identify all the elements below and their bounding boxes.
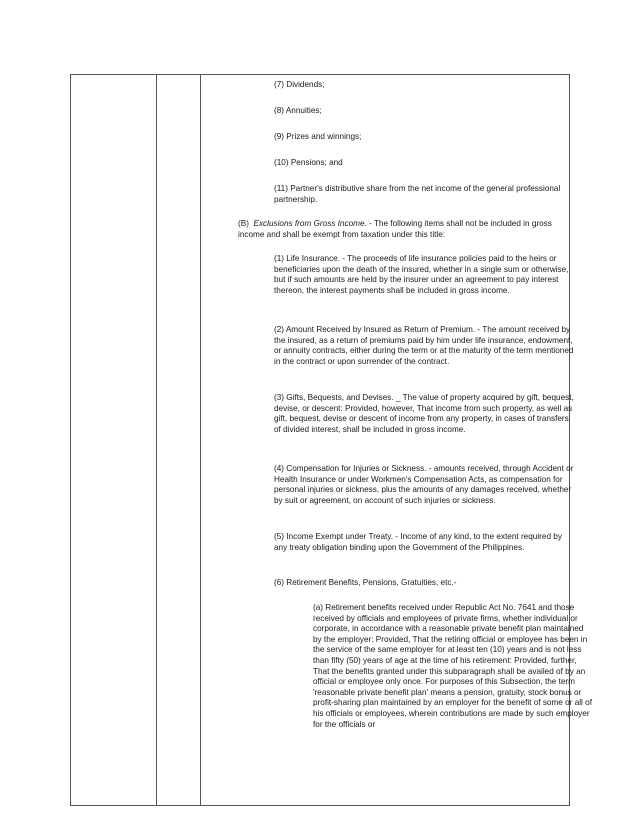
- exclusion-return-of-premium: (2) Amount Received by Insured as Return of Premium. - The amount received by the insured, as a return of premiums paid by him under life insurance, endowment, or annuity contracts, either during the term or at the maturity of the term mentioned in the contract or upon surrender of the contract.: [274, 325, 574, 366]
- income-item-partner-share: (11) Partner's distributive share from the net income of the general professional partnership.: [274, 184, 561, 204]
- document-table: [70, 74, 592, 806]
- section-b-title: Exclusions from Gross Income.: [253, 219, 367, 228]
- provision-text: [201, 75, 592, 805]
- table-column-2: [157, 75, 201, 806]
- income-item-dividends: (7) Dividends;: [274, 80, 325, 89]
- exclusion-treaty-income: (5) Income Exempt under Treaty. - Income of any kind, to the extent required by any treaty obligation binding upon the Government of the Philippines.: [274, 532, 562, 552]
- section-b-label: (B): [238, 219, 249, 228]
- section-b-body: - The following items shall not be included in gross income and shall be exempt from taxation under this title:: [238, 219, 552, 239]
- exclusion-life-insurance: (1) Life Insurance. - The proceeds of life insurance policies paid to the heirs or beneficiaries upon the death of the insured, whether in a single sum or otherwise, but if such amounts are held by the insurer under an agreement to pay interest thereon, the interest payments shall be included in gross income.: [274, 254, 569, 295]
- retirement-subparagraph-a: (a) Retirement benefits received under Republic Act No. 7641 and those received by officials and employees of private firms, whether individual or corporate, in accordance with a reasonable private benefit plan maintained by the employer: Provided, That the retiring official or employee has been in the service of the same employer for at least ten (10) years and is not less than fifty (50) years of age at the time of his retirement: Provided, further, That the benefits granted under this subparagraph shall be availed of by an official or employee only once. For purposes of this Subsection, the term 'reasonable private benefit plan' means a pension, gratuity, stock bonus or profit-sharing plan maintained by an employer for the benefit of some or all of his officials or employees, wherein contributions are made by such employer for the officials or: [313, 603, 592, 729]
- exclusion-injuries-sickness: (4) Compensation for Injuries or Sickness. - amounts received, through Accident or Health Insurance or under Workmen's Compensation Acts, as compensation for personal injuries or sickness, plus the amounts of any damages received, whether by suit or agreement, on account of such injuries or sickness.: [274, 464, 574, 505]
- exclusion-gifts-bequests: (3) Gifts, Bequests, and Devises. _ The value of property acquired by gift, bequest, devise, or descent: Provided, however, That income from such property, as well as gift, bequest, devise or descent of income from any property, in cases of transfers of divided interest, shall be included in gross income.: [274, 393, 574, 434]
- table-column-3: [201, 75, 592, 806]
- section-b-exclusions: [238, 219, 575, 240]
- income-item-prizes: (9) Prizes and winnings;: [274, 132, 362, 141]
- income-item-annuities: (8) Annuities;: [274, 106, 322, 115]
- exclusion-retirement-benefits: (6) Retirement Benefits, Pensions, Gratuities, etc.-: [274, 578, 457, 587]
- income-item-pensions: (10) Pensions; and: [274, 158, 343, 167]
- table-column-1: [71, 75, 157, 806]
